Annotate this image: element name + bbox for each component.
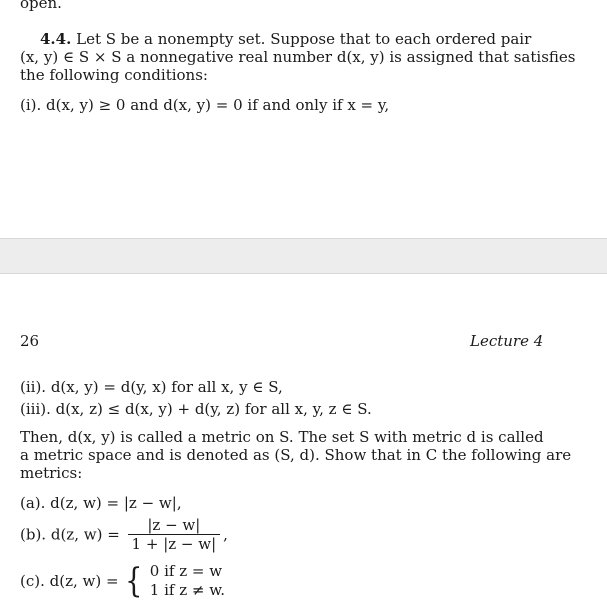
page-separator xyxy=(0,238,607,274)
running-head: Lecture 4 xyxy=(470,332,544,350)
page-top xyxy=(0,0,607,238)
problem-line-2: (x, y) ∈ S × S a nonnegative real number d(x, y) is assigned that satisfies xyxy=(20,48,576,66)
partial-line: open. xyxy=(20,0,62,12)
condition-i: (i). d(x, y) ≥ 0 and d(x, y) = 0 if and only if x = y, xyxy=(20,96,390,114)
item-b-denominator: 1 + |z − w| xyxy=(131,535,217,553)
item-b-label: (b). d(z, w) = xyxy=(20,525,120,544)
item-b-numerator: |z − w| xyxy=(128,516,221,535)
item-c-brace: { xyxy=(125,561,143,601)
item-c-case-2: 1 if z ≠ w. xyxy=(149,581,226,599)
item-b-tail: , xyxy=(223,525,228,544)
problem-text-1: Let S be a nonempty set. Suppose that to each ordered pair xyxy=(76,30,532,48)
paragraph-line-1: Then, d(x, y) is called a metric on S. The set S with metric d is called xyxy=(20,428,544,446)
item-c xyxy=(20,562,225,602)
paragraph-line-3: metrics: xyxy=(20,464,83,482)
item-c-label: (c). d(z, w) = xyxy=(20,572,119,590)
item-a: (a). d(z, w) = |z − w|, xyxy=(20,494,182,512)
condition-ii: (ii). d(x, y) = d(y, x) for all x, y ∈ S, xyxy=(20,378,283,396)
page-number: 26 xyxy=(20,332,40,350)
item-b xyxy=(20,516,228,556)
item-c-cases xyxy=(150,562,225,600)
problem-line-1 xyxy=(40,30,531,48)
item-c-case-1: 0 if z = w xyxy=(149,562,223,580)
paragraph-line-2: a metric space and is denoted as (S, d). Show that in C the following are xyxy=(20,446,572,464)
page-bottom xyxy=(0,274,607,606)
item-b-fraction xyxy=(128,516,221,553)
condition-iii: (iii). d(x, z) ≤ d(x, y) + d(y, z) for all x, y, z ∈ S. xyxy=(20,400,372,418)
problem-number: 4.4. xyxy=(40,30,72,48)
problem-line-3: the following conditions: xyxy=(20,66,208,84)
